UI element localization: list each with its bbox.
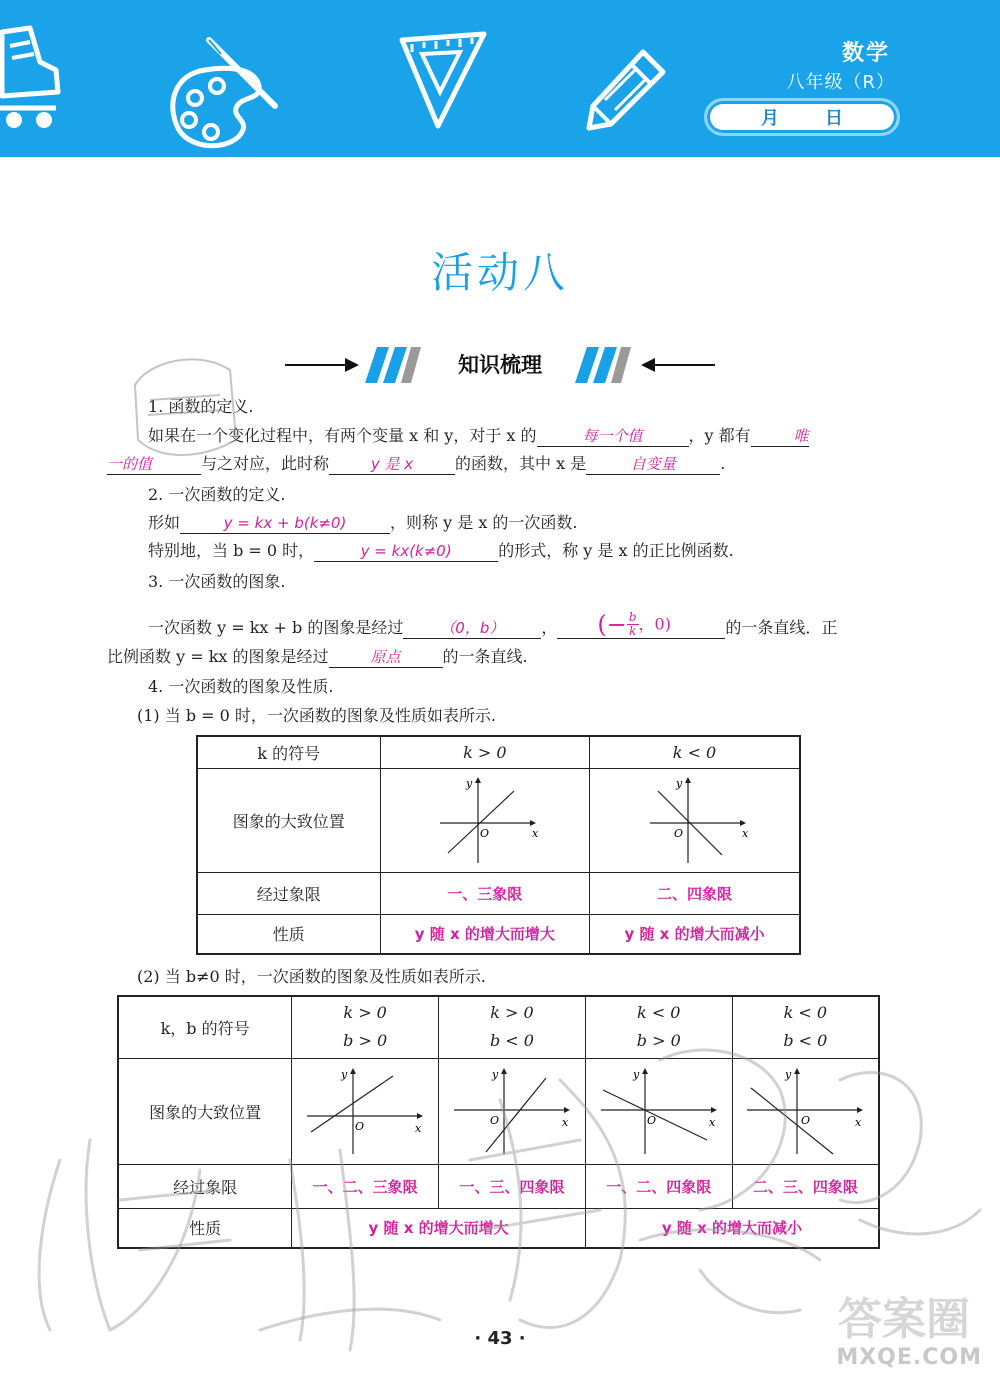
s3-l2-text-b: 的一条直线. [442,647,528,666]
t2-g2-x-label: x [561,1116,569,1129]
t1-pos-y-label: y [465,777,473,790]
t2-graph-4 [732,1058,879,1164]
t2-g1-y-label: y [341,1068,348,1081]
watermark-site: MXQE.COM [836,1345,982,1370]
s1-heading: 1. 函数的定义. [148,397,254,416]
t1-header-sign: k 的符号 [197,736,380,768]
t1-graph-pos-svg [430,775,540,865]
s2-answer-2: y = kx(k≠0) [360,542,452,560]
t1-row-graph-label: 图象的大致位置 [197,768,380,872]
t2-graph-1 [292,1058,439,1164]
table-b-nonzero [117,995,880,1249]
s3-l1-text-b: 的一条直线．正 [725,618,838,637]
t1-neg-y-arrow [685,777,691,783]
s3-fraction [627,611,639,638]
t2-quad-3: 一、二、四象限 [585,1164,732,1208]
t2-graph-1-svg [303,1066,427,1156]
triangle-ruler-icon [398,30,490,130]
palette-icon [165,34,283,154]
s3-fraction-answer [597,611,671,638]
t2-g1-y-arrow [350,1068,356,1074]
s3-frac-den: k [629,624,637,638]
t2-prop-neg: y 随 x 的增大而减小 [585,1208,879,1248]
s1-answer-2a: 唯 [793,427,809,445]
s3-frac-num: b [628,610,637,624]
t2-col3-k: k < 0 [637,1003,681,1023]
t2-g3-x-label: x [708,1116,715,1129]
s1-line2 [107,453,725,475]
s3-l1-text-a: 一次函数 y = kx + b 的图象是经过 [148,618,404,637]
s2-heading: 2. 一次函数的定义. [148,485,286,504]
t1-header-pos: k > 0 [380,736,589,768]
pencil-icon [585,46,669,132]
s2-l2-text-b: 的形式，称 y 是 x 的正比例函数. [498,541,734,560]
s2-blank1 [180,512,390,534]
t1-prop-pos: y 随 x 的增大而增大 [380,914,589,954]
t2-g4-y-arrow [794,1068,800,1074]
t2-g4-x-label: x [855,1116,862,1129]
t1-graph-neg-svg [640,775,750,865]
s2-l1-text-b: ，则称 y 是 x 的一次函数. [390,513,578,532]
t2-g3-y-arrow [642,1068,648,1074]
s3-blank1 [403,617,541,639]
t1-neg-x-arrow [740,820,746,826]
t2-g1-x-arrow [417,1113,423,1119]
t1-neg-x-label: x [741,827,748,840]
t2-row-prop-label: 性质 [118,1208,292,1248]
page-number: · 43 · [474,1328,526,1349]
s1-l2-text-c: . [720,454,726,473]
t2-header-sign: k，b 的符号 [118,996,292,1058]
s2-l2-text-a: 特别地，当 b = 0 时， [148,541,315,560]
t2-quad-4: 二、三、四象限 [732,1164,879,1208]
s2-l1-text-a: 形如 [148,513,181,532]
t2-prop-pos: y 随 x 的增大而增大 [292,1208,586,1248]
t1-prop-neg: y 随 x 的增大而减小 [590,914,800,954]
section-heading [285,343,715,387]
t2-g4-origin: O [801,1114,811,1127]
s3-frac-post: ，0) [638,614,671,634]
s1-blank2a [751,425,809,447]
s3-line1 [148,610,838,639]
t1-row-quad-label: 经过象限 [197,872,380,914]
t2-header-col4 [732,996,879,1058]
s1-answer-3: y 是 x [370,455,414,473]
heading-line-left [285,364,347,366]
t1-graph-neg [590,768,800,872]
page-title: 活动八 [430,248,569,297]
s3-l2-text-a: 比例函数 y = kx 的图象是经过 [107,647,329,666]
t1-neg-origin: O [673,827,683,840]
t2-g4-line [751,1088,833,1154]
t1-pos-line [448,791,514,853]
s3-comma: ， [541,618,558,637]
t2-col2-b: b < 0 [489,1031,534,1051]
t2-g2-origin: O [489,1114,499,1127]
s1-l2-text-b: 的函数，其中 x 是 [455,454,587,473]
section-label: 知识梳理 [458,353,542,377]
s1-l2-text-a: 与之对应，此时称 [201,454,330,473]
t1-neg-y-label: y [675,777,682,790]
date-month: 月 [761,108,779,129]
t2-g4-x-arrow [857,1107,863,1113]
table-b-zero [196,735,801,955]
t2-g2-y-arrow [501,1068,507,1074]
s1-blank3 [329,453,455,475]
t2-g1-x-label: x [415,1122,422,1135]
t2-g1-line [311,1076,393,1132]
t2-row-quad-label: 经过象限 [118,1164,292,1208]
skate-icon [0,22,62,132]
t1-pos-x-arrow [530,820,536,826]
s1-l1-text-a: 如果在一个变化过程中，有两个变量 x 和 y，对于 x 的 [148,426,537,445]
s3-line2 [107,646,528,668]
t2-header-col1 [292,996,439,1058]
t2-graph-4-svg [743,1066,867,1156]
t2-col2-k: k > 0 [490,1003,534,1023]
s2-line2 [148,540,734,562]
s1-answer-2b: 一的值 [107,455,153,473]
t1-graph-pos [380,768,589,872]
t2-g2-y-label: y [491,1068,499,1081]
s1-blank1 [537,425,689,447]
t2-col1-b: b > 0 [343,1031,388,1051]
heading-line-right [653,364,715,366]
watermark-brand: 答案圈 [838,1294,970,1345]
t2-col4-k: k < 0 [783,1003,828,1023]
date-day: 日 [825,108,843,129]
s3-answer-3: 原点 [370,648,401,666]
s3-blank3 [329,646,443,668]
t1-row-prop-label: 性质 [197,914,380,954]
t2-g2-x-arrow [564,1107,570,1113]
s2-answer-1: y = kx + b(k≠0) [223,514,347,532]
t2-col3-b: b > 0 [636,1031,681,1051]
t2-graph-2-svg [450,1066,574,1156]
t2-header-col3 [585,996,732,1058]
t2-row-graph-label: 图象的大致位置 [118,1058,292,1164]
t2-g3-y-label: y [632,1068,639,1081]
t2-col1-k: k > 0 [343,1003,387,1023]
t2-quad-1: 一、二、三象限 [292,1164,439,1208]
s4-heading: 4. 一次函数的图象及性质. [148,677,334,696]
subject-label: 数学 [841,41,890,66]
stripes-right-icon [575,347,631,383]
t1-pos-origin: O [479,827,489,840]
s1-answer-1: 每一个值 [582,427,643,445]
t2-g3-origin: O [646,1114,656,1127]
t2-header-col2 [439,996,586,1058]
t2-graph-2 [439,1058,586,1164]
s2-line1 [148,512,578,534]
date-pill [704,98,900,136]
s2-blank2 [314,540,498,562]
s3-blank2 [557,610,725,639]
s1-blank2b [107,453,201,475]
t1-quad-neg: 二、四象限 [590,872,800,914]
t2-g3-x-arrow [711,1107,717,1113]
s3-frac-pre: (− [597,610,627,639]
t2-g4-y-label: y [785,1068,792,1081]
t2-g1-origin: O [355,1120,365,1133]
s4-sub2: (2) 当 b≠0 时，一次函数的图象及性质如表所示. [137,967,486,986]
t1-pos-x-label: x [531,827,539,840]
s3-heading: 3. 一次函数的图象. [148,572,286,591]
t1-quad-pos: 一、三象限 [380,872,589,914]
s1-l1-text-b: ，y 都有 [688,426,751,445]
stripes-left-icon [365,347,421,383]
t1-pos-y-arrow [475,777,481,783]
s3-answer-1: （0，b） [440,619,505,637]
t2-graph-3-svg [597,1066,721,1156]
header-banner [0,0,1000,157]
s1-line1 [148,425,809,447]
t2-graph-3 [585,1058,732,1164]
t1-header-neg: k < 0 [590,736,800,768]
s4-sub1: (1) 当 b = 0 时，一次函数的图象及性质如表所示. [137,706,497,725]
grade-label: 八年级（R） [786,72,895,93]
arrow-right-icon [345,358,359,372]
s1-blank4 [586,453,720,475]
s1-answer-4: 自变量 [630,455,676,473]
t2-quad-2: 一、三、四象限 [439,1164,586,1208]
t2-col4-b: b < 0 [783,1031,828,1051]
